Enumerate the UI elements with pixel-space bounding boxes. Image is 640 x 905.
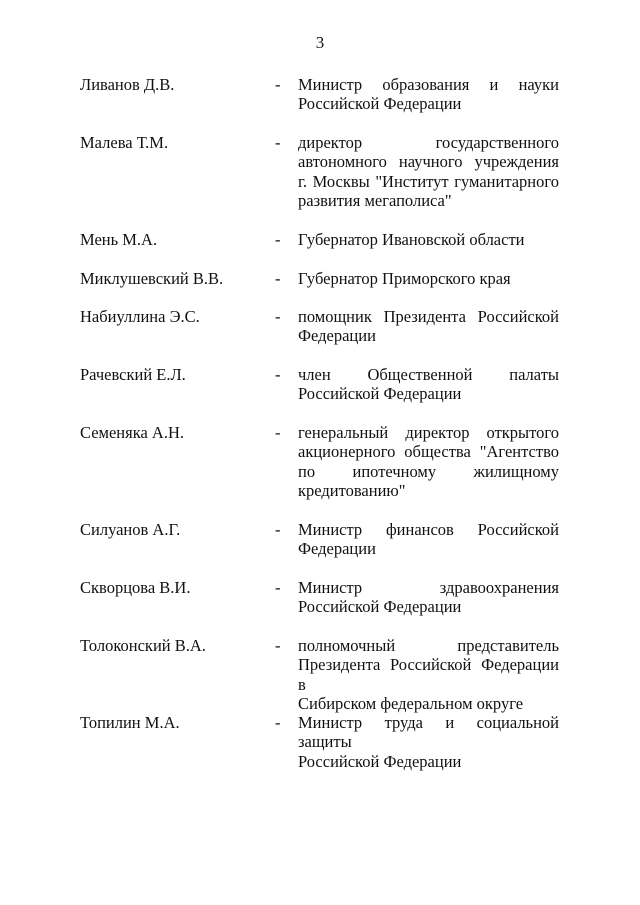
entry-description <box>298 133 559 211</box>
description-line: г. Москвы "Институт гуманитарного <box>298 171 559 191</box>
entry-dash: - <box>275 423 281 442</box>
entry-dash: - <box>275 269 281 288</box>
entry-description <box>298 636 559 714</box>
description-line: член Общественной палаты <box>298 365 559 384</box>
entry-description <box>298 713 559 771</box>
description-line: Президента Российской Федерации в <box>298 655 559 694</box>
entry-name: Малева Т.М. <box>80 133 169 152</box>
description-line: генеральный директор открытого <box>298 423 559 442</box>
entry-dash: - <box>275 133 281 152</box>
description-line: Российской Федерации <box>298 94 462 114</box>
description-line: Российской Федерации <box>298 597 462 617</box>
description-line: Федерации <box>298 326 376 346</box>
page-number: 3 <box>315 33 325 52</box>
description-line: Министр труда и социальной защиты <box>298 713 559 752</box>
description-line: Губернатор Ивановской области <box>298 230 525 249</box>
description-line: Российской Федерации <box>298 384 462 404</box>
entry-description <box>298 423 559 501</box>
description-line: полномочный представитель <box>298 636 559 655</box>
entry-description <box>298 578 559 617</box>
entry-name: Ливанов Д.В. <box>80 75 175 94</box>
entry-name: Семеняка А.Н. <box>80 423 185 442</box>
entry-description <box>298 269 559 288</box>
description-line: по ипотечному жилищному <box>298 461 559 481</box>
description-line: Губернатор Приморского края <box>298 269 511 288</box>
entry-description <box>298 365 559 404</box>
description-line: автономного научного учреждения <box>298 152 559 172</box>
description-line: Министр финансов Российской <box>298 520 559 539</box>
entry-description <box>298 520 559 559</box>
entry-name: Рачевский Е.Л. <box>80 365 186 384</box>
entry-dash: - <box>275 307 281 326</box>
entry-name: Толоконский В.А. <box>80 636 206 655</box>
entry-name: Силуанов А.Г. <box>80 520 181 539</box>
description-line: Министр здравоохранения <box>298 578 559 597</box>
entry-dash: - <box>275 365 281 384</box>
entry-name: Миклушевский В.В. <box>80 269 224 288</box>
entry-dash: - <box>275 75 281 94</box>
entry-description <box>298 307 559 346</box>
entry-description <box>298 75 559 114</box>
description-line: акционерного общества "Агентство <box>298 442 559 462</box>
entry-name: Набиуллина Э.С. <box>80 307 200 326</box>
description-line: Министр образования и науки <box>298 75 559 94</box>
entry-description <box>298 230 559 249</box>
entry-name: Скворцова В.И. <box>80 578 191 597</box>
entry-dash: - <box>275 230 281 249</box>
entry-name: Мень М.А. <box>80 230 158 249</box>
entry-dash: - <box>275 713 281 732</box>
description-line: директор государственного <box>298 133 559 152</box>
description-line: Федерации <box>298 539 376 559</box>
entry-dash: - <box>275 636 281 655</box>
description-line: Российской Федерации <box>298 751 462 771</box>
entry-name: Топилин М.А. <box>80 713 180 732</box>
entry-dash: - <box>275 520 281 539</box>
description-line: развития мегаполиса" <box>298 191 452 211</box>
description-line: Сибирском федеральном округе <box>298 694 524 714</box>
description-line: кредитованию" <box>298 481 406 501</box>
entry-dash: - <box>275 578 281 597</box>
description-line: помощник Президента Российской <box>298 307 559 326</box>
